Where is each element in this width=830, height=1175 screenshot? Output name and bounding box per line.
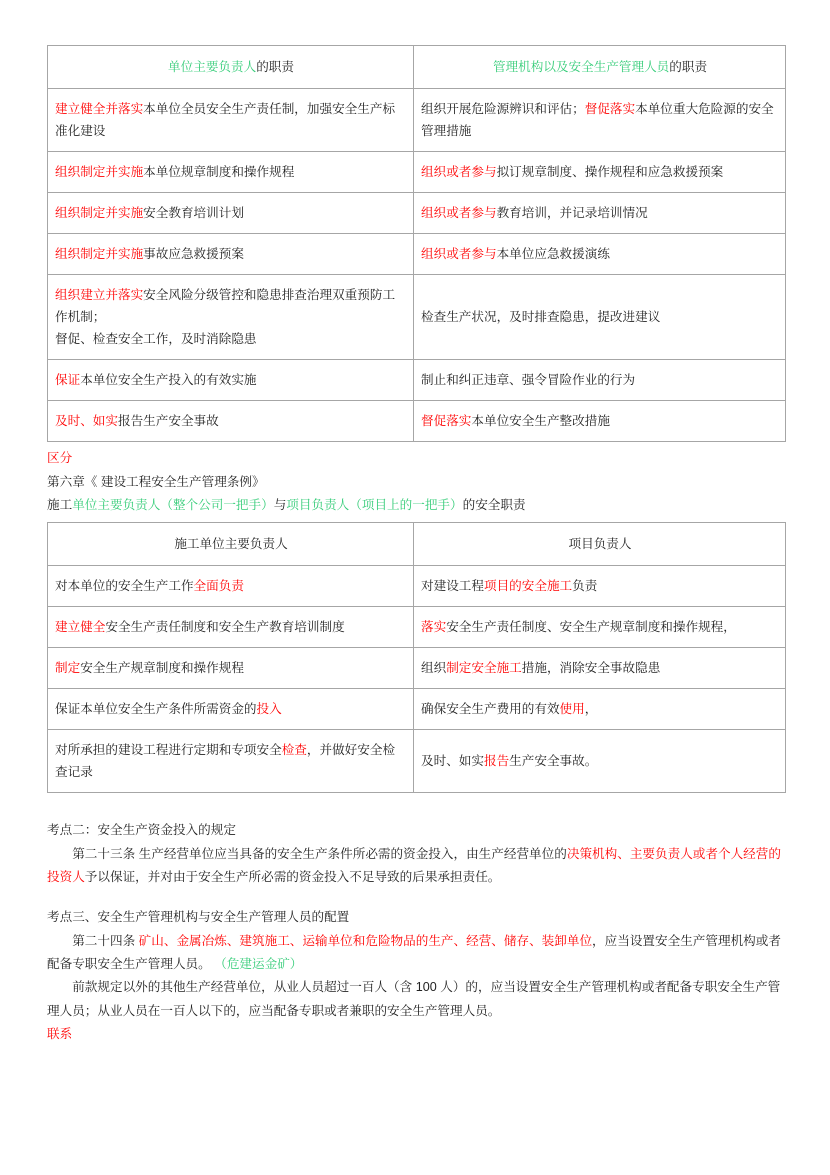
cell-right <box>414 566 786 607</box>
highlight-red: 组织制定并实施 <box>55 165 144 180</box>
table-one-body <box>48 46 786 442</box>
subject-line <box>47 494 785 517</box>
cell-right <box>414 360 786 401</box>
cell-left <box>48 730 414 793</box>
text-run: 对建设工程 <box>421 579 484 594</box>
text-run: 本单位重大危险源的安全管理措施 <box>421 102 774 139</box>
cell-right <box>414 607 786 648</box>
text-run: 检查生产状况，及时排查隐患，提改进建议 <box>421 310 661 325</box>
cell-left <box>48 234 414 275</box>
text-run: 予以保证，并对由于安全生产所必需的资金投入不足导致的后果承担责任。 <box>84 870 501 885</box>
section-three-paragraph-two <box>47 976 785 1023</box>
cell-left <box>48 689 414 730</box>
text-run: 报告生产安全事故 <box>117 414 219 429</box>
highlight-red: 组织或者参与 <box>421 247 497 262</box>
table-row <box>48 730 786 793</box>
responsibilities-comparison-table <box>47 45 786 442</box>
text-run: 督促、检查安全工作，及时消除隐患 <box>55 332 257 347</box>
distinguish-label: 区分 <box>47 451 73 466</box>
text-run: ，并做好安全检查记录 <box>55 743 396 780</box>
highlight-red: 项目的安全施工 <box>483 579 573 594</box>
highlight-red: 组织或者参与 <box>421 206 497 221</box>
table-row-header <box>48 523 786 566</box>
cell-right <box>414 689 786 730</box>
highlight-red: 制定安全 <box>446 661 497 676</box>
highlight-red: 建立健全 <box>55 620 106 635</box>
text-run: ， <box>584 702 598 717</box>
highlight-red: 保证 <box>55 373 81 388</box>
cell-right <box>414 275 786 360</box>
highlight-green: 项目负责人（项目上的一把手） <box>286 497 463 512</box>
table-row <box>48 360 786 401</box>
highlight-red: 组织或者参与 <box>421 165 497 180</box>
highlight-red: 督促落实 <box>584 102 636 117</box>
highlight-red: 决策机构、主要负责人或者个人经营的投资人 <box>47 846 781 885</box>
text-run: 第二十三条 生产经营单位应当具备的安全生产条件所必需的资金投入，由生产经营单位的 <box>72 846 567 861</box>
cell-left <box>48 401 414 442</box>
text-run: 安全风险分级管控和隐患排查治理双重预防工作机制； <box>55 288 396 325</box>
text-run: 前款规定以外的其他生产经营单位，从业人员超过一百人（含 100 人）的，应当设置安全生产管理机构或者配备专职安全生产管理人员；从业人员在一百人以下的，应当配备专职或者兼职的安全生产管理人员。 <box>47 980 781 1018</box>
highlight-red: 组织建立并落实 <box>55 288 144 303</box>
text-run: 负责 <box>572 579 598 594</box>
text-run: 措施，消除安全事故隐患 <box>521 661 661 676</box>
text-run: 安全生产责任制度和安全生产教育培训制度 <box>105 620 345 635</box>
text-run: 保证本单位安全生产条件所需资金的 <box>55 702 257 717</box>
cell-left <box>48 360 414 401</box>
highlight-red: 落实 <box>421 620 447 635</box>
highlight-red: 组织制定并实施 <box>55 247 144 262</box>
table-row <box>48 193 786 234</box>
highlight-red: 使用 <box>559 702 585 717</box>
text-run: 制止和纠正违章、强令冒险作业的行为 <box>421 373 636 388</box>
table-two-header-right: 项目负责人 <box>414 523 786 566</box>
text-run: 第二十四条 <box>72 933 139 948</box>
cell-right <box>414 648 786 689</box>
text-run: 拟订规章制度、操作规程和应急救援预案 <box>496 165 724 180</box>
chapter-title: 第六章《 建设工程安全生产管理条例》 <box>47 474 265 489</box>
cell-left <box>48 275 414 360</box>
table-one-header-right <box>414 46 786 89</box>
section-three-paragraph-one <box>47 930 785 977</box>
text-run: 本单位规章制度和操作规程 <box>143 165 295 180</box>
spacer <box>47 889 785 906</box>
cell-right <box>414 89 786 152</box>
table-row <box>48 607 786 648</box>
table-two-header-left: 施工单位主要负责人 <box>48 523 414 566</box>
text-run: 及时、如实 <box>421 754 484 769</box>
table-row <box>48 689 786 730</box>
text-run: 确保安全生产费用的有效 <box>421 702 560 717</box>
cell-left <box>48 648 414 689</box>
cell-left <box>48 152 414 193</box>
text-run: 对本单位的安全生产工作 <box>55 579 194 594</box>
cell-right <box>414 193 786 234</box>
table-row <box>48 89 786 152</box>
cell-left <box>48 566 414 607</box>
section-three-heading: 考点三、安全生产管理机构与安全生产管理人员的配置 <box>47 910 350 925</box>
header-right-green: 管理机构以及安全生产管理人员 <box>492 60 670 74</box>
text-run: 安全生产责任制度、安全生产规章制度和操作规程， <box>446 620 736 635</box>
text-run: 本单位安全生产整改措施 <box>471 414 610 429</box>
construction-duties-table <box>47 522 786 793</box>
table-row <box>48 648 786 689</box>
text-run: 生产安全事故。 <box>509 754 598 769</box>
text-run: 本单位安全生产投入的有效实施 <box>80 373 257 388</box>
section-two-heading: 考点二：安全生产资金投入的规定 <box>47 823 236 838</box>
highlight-red: 全面负责 <box>193 579 244 594</box>
text-run: ，应当设置安全生产管理机构或者配备专职安全生产管理人员。 <box>47 933 781 971</box>
text-run: 安全生产规章制度和操作规程 <box>80 661 244 676</box>
table-row <box>48 401 786 442</box>
text-run: 本单位全员安全生产责任制，加强安全生产标准化建设 <box>55 102 396 139</box>
section-two-body <box>47 843 785 890</box>
cell-left <box>48 607 414 648</box>
contact-label: 联系 <box>47 1026 73 1041</box>
header-left-plain: 的职责 <box>256 60 294 74</box>
cell-right <box>414 234 786 275</box>
highlight-red: 检查 <box>281 743 307 758</box>
table-row <box>48 275 786 360</box>
highlight-green: 单位主要负责人（整个公司一把手） <box>72 497 274 512</box>
text-run: 与 <box>273 497 287 512</box>
text-run: 的安全职责 <box>462 497 526 512</box>
table-row <box>48 566 786 607</box>
highlight-red: 矿山、金属冶炼、建筑施工、运输单位和危险物品的生产、经营、储存、装卸单位 <box>138 933 593 948</box>
text-run: 教育培训，并记录培训情况 <box>496 206 648 221</box>
text-run: 事故应急救援预案 <box>143 247 244 262</box>
text-run: 安全教育培训计划 <box>143 206 244 221</box>
header-right-plain: 的职责 <box>669 60 708 74</box>
highlight-red: 建立健全并落实 <box>55 102 144 117</box>
highlight-red: 组织制定并实施 <box>55 206 144 221</box>
table-two-body <box>48 523 786 793</box>
highlight-red: 施工 <box>496 661 522 676</box>
text-run: 组织开展危险源辨识和评估； <box>421 102 585 117</box>
highlight-red: 督促落实 <box>421 414 472 429</box>
highlight-green: （危建运金矿） <box>214 956 303 971</box>
highlight-red: 制定 <box>55 661 81 676</box>
text-run: 施工 <box>47 497 73 512</box>
cell-left <box>48 89 414 152</box>
text-run: 对所承担的建设工程进行定期和专项安全 <box>55 743 282 758</box>
highlight-red: 报告 <box>483 754 510 769</box>
cell-right <box>414 730 786 793</box>
spacer <box>47 793 785 819</box>
table-row-header <box>48 46 786 89</box>
header-left-green: 单位主要负责人 <box>168 60 257 74</box>
highlight-red: 投入 <box>256 702 282 717</box>
table-one-header-left <box>48 46 414 89</box>
table-row <box>48 234 786 275</box>
table-row <box>48 152 786 193</box>
cell-left <box>48 193 414 234</box>
cell-right <box>414 152 786 193</box>
highlight-red: 及时、如实 <box>55 414 118 429</box>
cell-right <box>414 401 786 442</box>
text-run: 组织 <box>421 661 447 676</box>
text-run: 本单位应急救援演练 <box>496 247 610 262</box>
